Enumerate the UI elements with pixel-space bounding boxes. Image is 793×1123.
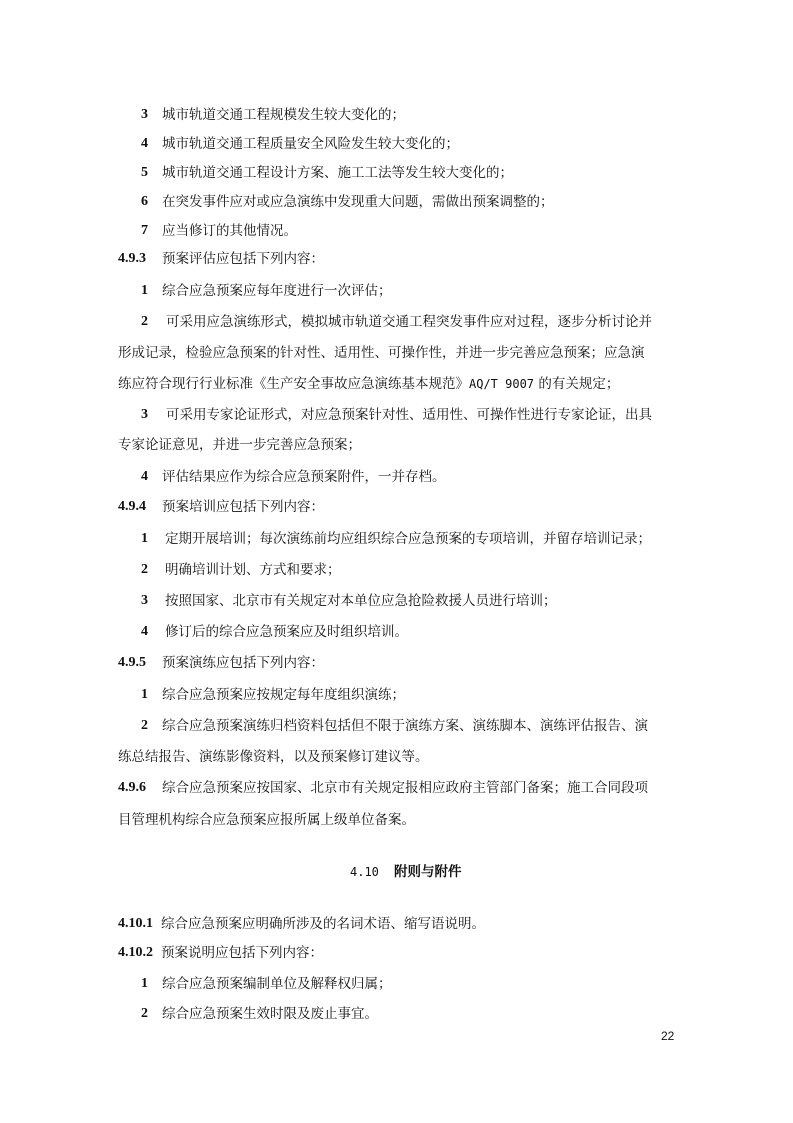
clause-number: 4.10.2 xyxy=(118,945,153,960)
item-number: 2 xyxy=(141,1006,148,1021)
item-number: 1 xyxy=(141,283,148,298)
continuation-text: 练总结报告、演练影像资料，以及预案修订建议等。 xyxy=(118,749,429,765)
clause-text: 综合应急预案应明确所涉及的名词术语、缩写语说明。 xyxy=(161,916,485,932)
item-number: 1 xyxy=(141,531,148,546)
item-text: 综合应急预案应按规定每年度组织演练； xyxy=(162,687,405,703)
item-text: 可采用应急演练形式，模拟城市轨道交通工程突发事件应对过程，逐步分析讨论并 xyxy=(166,314,652,330)
item-text: 综合应急预案演练归档资料包括但不限于演练方案、演练脚本、演练评估报告、演 xyxy=(162,718,648,734)
standard-name-text: 练应符合现行行业标准《生产安全事故应急演练基本规范》 xyxy=(118,376,469,392)
item-number: 4 xyxy=(141,469,148,484)
clause-number: 4.9.4 xyxy=(118,499,146,514)
item-text: 城市轨道交通工程规模发生较大变化的； xyxy=(162,107,405,123)
clause-number: 4.9.5 xyxy=(118,655,146,670)
item-text: 综合应急预案生效时限及废止事宜。 xyxy=(162,1006,378,1022)
item-number: 5 xyxy=(141,165,148,180)
clause-text: 综合应急预案应按国家、北京市有关规定报相应政府主管部门备案；施工合同段项 xyxy=(162,780,648,796)
standard-code: AQ/T 9007 xyxy=(469,377,535,391)
clause-number: 4.9.6 xyxy=(118,780,146,795)
clause-text: 预案培训应包括下列内容： xyxy=(162,499,324,515)
item-number: 2 xyxy=(141,718,148,733)
continuation-text: 专家论证意见，并进一步完善应急预案； xyxy=(118,437,361,453)
item-number: 3 xyxy=(141,593,148,608)
item-number: 4 xyxy=(141,136,148,151)
continuation-text: 目管理机构综合应急预案应报所属上级单位备案。 xyxy=(118,812,415,828)
item-number: 3 xyxy=(141,407,148,422)
item-number: 1 xyxy=(141,976,148,991)
item-number: 4 xyxy=(141,624,148,639)
standard-suffix-text: 的有关规定； xyxy=(538,376,620,392)
item-text: 应当修订的其他情况。 xyxy=(162,223,297,239)
item-number: 2 xyxy=(141,314,148,329)
continuation-text xyxy=(118,375,619,393)
item-text: 按照国家、北京市有关规定对本单位应急抢险救援人员进行培训； xyxy=(165,593,557,609)
item-text: 综合应急预案应每年度进行一次评估； xyxy=(162,283,392,299)
clause-text: 预案演练应包括下列内容： xyxy=(162,655,324,671)
item-number: 2 xyxy=(141,562,148,577)
item-text: 城市轨道交通工程质量安全风险发生较大变化的； xyxy=(162,136,459,152)
item-number: 6 xyxy=(141,194,148,209)
clause-number: 4.10.1 xyxy=(118,916,153,931)
item-text: 城市轨道交通工程设计方案、施工工法等发生较大变化的； xyxy=(162,165,513,181)
clause-text: 预案评估应包括下列内容： xyxy=(162,251,324,267)
item-number: 3 xyxy=(141,107,148,122)
clause-text: 预案说明应包括下列内容： xyxy=(161,945,323,961)
item-text: 评估结果应作为综合应急预案附件，一并存档。 xyxy=(162,469,446,485)
item-text: 在突发事件应对或应急演练中发现重大问题，需做出预案调整的； xyxy=(162,194,554,210)
item-number: 7 xyxy=(141,223,148,238)
item-text: 修订后的综合应急预案应及时组织培训。 xyxy=(165,624,408,640)
continuation-text: 形成记录，检验应急预案的针对性、适用性、可操作性，并进一步完善应急预案；应急演 xyxy=(118,345,645,361)
section-title: 附则与附件 xyxy=(394,864,462,880)
item-text: 定期开展培训；每次演练前均应组织综合应急预案的专项培训，并留存培训记录； xyxy=(165,531,651,547)
section-number: 4.10 xyxy=(350,865,379,879)
clause-number: 4.9.3 xyxy=(118,251,146,266)
page-number: 22 xyxy=(661,1029,675,1043)
item-text: 可采用专家论证形式，对应急预案针对性、适用性、可操作性进行专家论证，出具 xyxy=(166,407,652,423)
item-number: 1 xyxy=(141,687,148,702)
item-text: 明确培训计划、方式和要求； xyxy=(165,562,341,578)
item-text: 综合应急预案编制单位及解释权归属； xyxy=(162,976,392,992)
